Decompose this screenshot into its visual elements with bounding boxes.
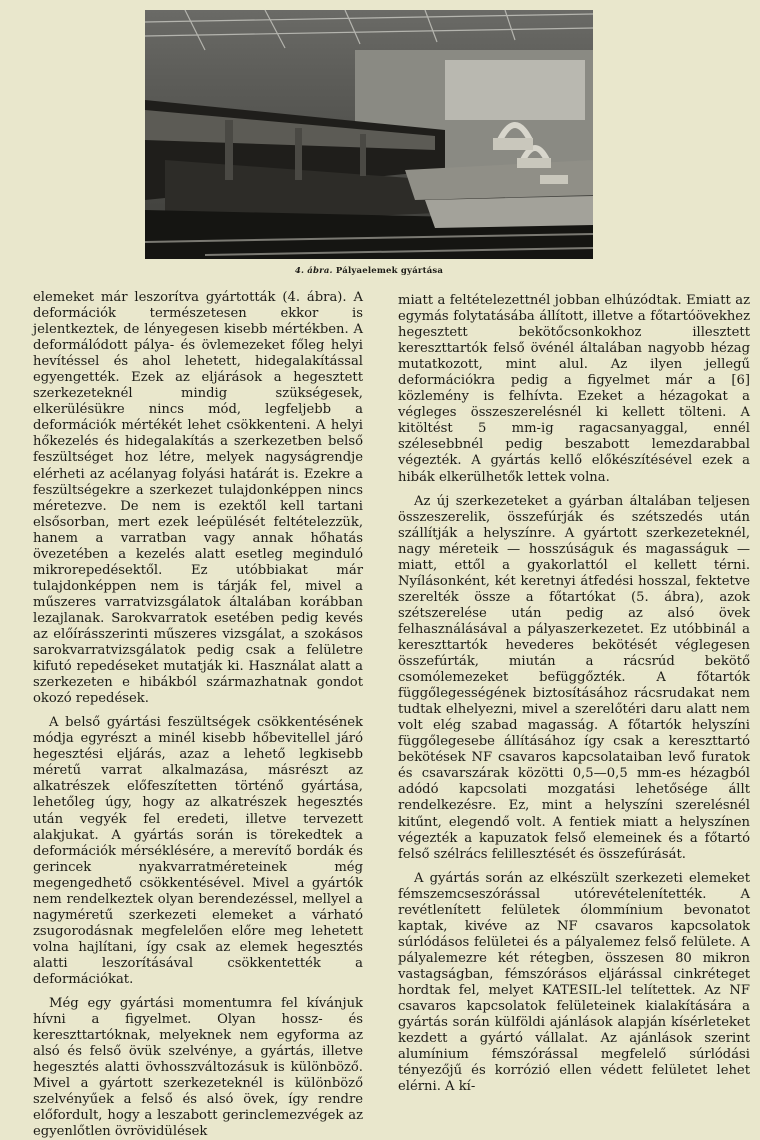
paragraph: A belső gyártási feszültségek csökkentésének módja egyrészt a minél kisebb hőbevitellel járó hegesztési eljárás, azaz a lehető legkisebb méretű varrat alkalmazása, másrészt az alkatrészek előfeszítetten történő gyártása, lehetőleg úgy, hogy az alkatrészek hegesztés után vegyék fel eredeti, illetve tervezett alakjukat. A gyártás során is törekedtek a deformációk mérséklésére, a merevítő bordák és gerincek nyakvarratméreteinek még megengedhető csökkentésével. Mivel a gyártók nem rendelkeztek olyan berendezéssel, mellyel a nagyméretű szerkezeti elemeket a várható zsugorodásnak megfelelően előre meg lehetett volna hajlítani, így csak az elemek hegesztés alatti leszorításával csökkentették a deformációkat. bbox=[33, 715, 363, 987]
paragraph: miatt a feltételezettnél jobban elhúzódtak. Emiatt az egymás folytatásába állított, illetve a főtartóövekhez hegesztett bekötőcsonkokhoz illesztett kereszttartók felső övénél általában nagyobb hézag mutatkozott, mint alul. Az ilyen jellegű deformációkra pedig a figyelmet már a [6] közlemény is felhívta. Ezeket a hézagokat a végleges összeszerelésnél ki kellett tölteni. A kitöltést 5 mm-ig ragacsanyaggal, ennél szélesebbnél pedig beszabott lemezdarabbal végezték. A gyártás kellő előkészítésével ezek a hibák elkerülhetők lettek volna. bbox=[398, 293, 750, 485]
figure-caption bbox=[145, 266, 593, 276]
figure-caption-text: Pályaelemek gyártása bbox=[335, 266, 444, 276]
paragraph: Az új szerkezeteket a gyárban általában teljesen összeszerelik, összefúrják és szétszedés után szállítják a helyszínre. A gyártott szerkezeteknél, nagy méreteik — hosszúságuk és magasságuk — miatt, ettől a gyakorlattól el kellett térni. Nyílásonként, két keretnyi átfedési hosszal, fektetve szerelték össze a főtartókat (5. ábra), azok szétszerelése után pedig az alsó övek felhasználásával a pályaszerkezetet. Ez utóbbinál a kereszttartók hevederes bekötését véglegesen összefúrták, miután a rácsrúd bekötő csomólemezeket befüggőzték. A főtartók függőlegességének biztosításához rácsrudakat nem tudtak elhelyezni, mivel a szerelőtéri daru alatt nem volt elég szabad magasság. A főtartók helyszíni függőlegesebe állításához így csak a kereszttartó bekötések NF csavaros kapcsolataiban levő furatok és csavarszárak közötti 0,5—0,5 mm-es hézagból adódó kapcsolati mozgatási lehetősége állt rendelkezésre. Ez, mint a helyszíni szerelésnél kitűnt, elegendő volt. A fentiek miatt a helyszínen végezték a kapuzatok felső elemeinek és a főtartó felső szélrács felillesztését és összefúrását. bbox=[398, 493, 750, 862]
paragraph: elemeket már leszorítva gyártották (4. ábra). A deformációk természetesen ekkor is jelentkeztek, de lényegesen kisebb mértékben. A deformálódott pálya- és övlemezeket főleg helyi hevítéssel és ahol lehetett, hidegalakítással egyengették. Ezek az eljárások a hegesztett szerkezeteknél mindig szükségesek, elkerülésükre nincs mód, legfeljebb a deformációk mértékét lehet csökkenteni. A helyi hőkezelés és hidegalakítás a szerkezetben belső feszültséget hoz létre, melyek nagyságrendje elérheti az acélanyag folyási határát is. Ezekre a feszültségekre a szerkezet tulajdonképpen nincs méretezve. De nem is ezektől kell tartani elsősorban, mert ezek leépülését feltételezzük, hanem a varratban vagy annak hőhatás övezetében a kezelés alatt esetleg meginduló mikrorepedésektől. Ez utóbbiakat már tulajdonképpen nem is tárják fel, mivel a műszeres varratvizsgálatok általában korábban lezajlanak. Sarokvarratok esetében pedig kevés az előírásszerinti műszeres vizsgálat, a szokásos sarokvarratvizsgálatok pedig csak a felületre kifutó repedéseket mutatják ki. Használat alatt a szerkezeten e hibákból származhatnak gondot okozó repedések. bbox=[33, 290, 363, 707]
factory-photo-illustration bbox=[145, 10, 593, 259]
paragraph: Még egy gyártási momentumra fel kívánjuk hívni a figyelmet. Olyan hossz- és kereszttartóknak, melyeknek nem egyforma az alsó és felső övük szelvénye, a gyártás, illetve hegesztés alatti övhosszváltozásuk is különböző. Mivel a gyártott szerkezeteknél is különböző szelvényűek a felső és alsó övek, így rendre előfordult, hogy a leszabott gerinclemezvégek az egyenlőtlen övrövidülések bbox=[33, 996, 363, 1140]
paragraph: A gyártás során az elkészült szerkezeti elemeket fémszemcseszórással utórevételenítették. A revétlenített felületek ólommínium bevonatot kaptak, kivéve az NF csavaros kapcsolatok súrlódásos felületei és a pályalemez felső felülete. A pályalemezre két rétegben, összesen 80 mikron vastagságban, fémszórásos eljárással cinkréteget hordtak fel, melyet KATESIL-lel telítettek. Az NF csavaros kapcsolatok felületeinek kialakítására a gyártás során külföldi ajánlások alapján kísérleteket kezdett a gyártó vállalat. Az ajánlások szerint alumínium fémszórással megfelelő súrlódási tényezőjű és korrózió ellen védett felületet lehet elérni. A kí- bbox=[398, 870, 750, 1095]
factory-photo bbox=[145, 10, 593, 259]
figure-caption-number: 4. ábra. bbox=[294, 266, 333, 276]
left-text-column bbox=[33, 290, 363, 1140]
right-text-column bbox=[398, 293, 750, 1095]
